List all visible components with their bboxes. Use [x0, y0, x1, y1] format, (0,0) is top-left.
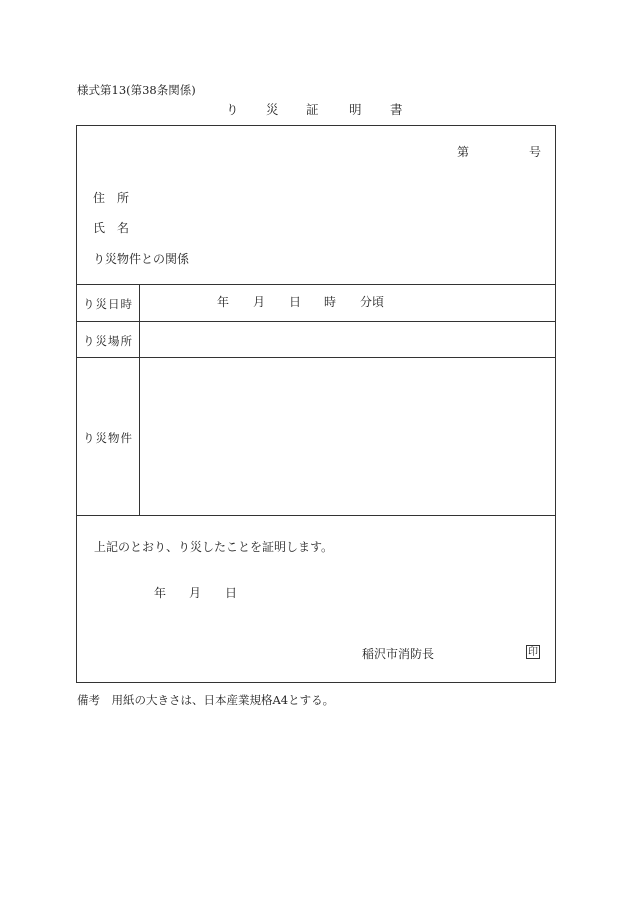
address-label: 住 所 — [93, 191, 130, 205]
certificate-form-box — [76, 125, 556, 683]
seal-mark: 印 — [528, 647, 538, 658]
title-char: 明 — [349, 102, 362, 117]
title-char: 災 — [266, 102, 279, 117]
certification-month: 月 — [189, 586, 202, 600]
divider — [77, 515, 555, 516]
certificate-number-suffix: 号 — [529, 145, 542, 159]
certification-statement: 上記のとおり、り災したことを証明します。 — [94, 540, 334, 554]
disaster-place-label: り災場所 — [83, 334, 133, 348]
issuer-title: 稲沢市消防長 — [362, 647, 435, 661]
divider — [77, 357, 555, 358]
datetime-month: 月 — [253, 295, 266, 309]
disaster-datetime-label: り災日時 — [83, 297, 133, 311]
divider — [77, 321, 555, 322]
disaster-property-label: り災物件 — [83, 431, 133, 445]
name-label: 氏 名 — [93, 221, 130, 235]
certificate-number-prefix: 第 — [457, 145, 470, 159]
form-number-label: 様式第13(第38条関係) — [77, 83, 196, 97]
title-char: り — [226, 102, 239, 117]
datetime-day: 日 — [289, 295, 302, 309]
divider — [77, 284, 555, 285]
title-char: 書 — [390, 102, 403, 117]
datetime-minute: 分頃 — [360, 295, 385, 309]
datetime-hour: 時 — [324, 295, 337, 309]
column-divider — [139, 284, 140, 515]
certification-year: 年 — [154, 586, 167, 600]
remarks-note: 備考 用紙の大きさは、日本産業規格A4とする。 — [77, 693, 335, 707]
certification-day: 日 — [225, 586, 238, 600]
title-char: 証 — [306, 102, 319, 117]
datetime-year: 年 — [217, 295, 230, 309]
relation-label: り災物件との関係 — [93, 252, 190, 266]
